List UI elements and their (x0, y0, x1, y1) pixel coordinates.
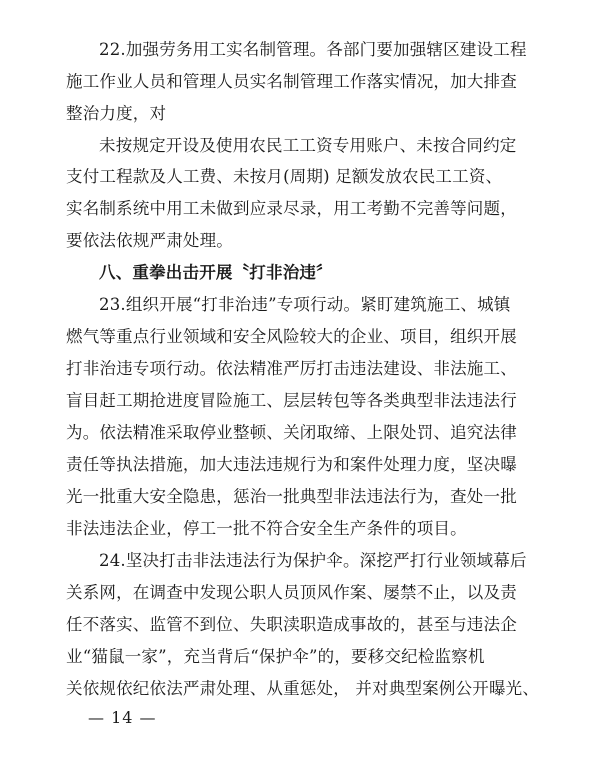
paragraph-24-line-2: 关系网，在调查中发现公职人员顶风作案、屡禁不止，以及责 (66, 583, 517, 602)
paragraph-23-line-1: 23.组织开展“打非治违”专项行动。紧盯建筑施工、城镇 (99, 295, 511, 314)
paragraph-23-line-7: 光一批重大安全隐患，惩治一批典型非法违法行为，查处一批 (66, 487, 517, 506)
paragraph-23-line-4: 盲目赶工期抢进度冒险施工、层层转包等各类典型非法违法行 (66, 391, 517, 410)
paragraph-24-line-3: 任不落实、监管不到位、失职渎职造成事故的，甚至与违法企 (66, 615, 517, 634)
paragraph-22b-line-4: 要依法依规严肃处理。 (66, 231, 233, 250)
paragraph-23-line-6: 责任等执法措施，加大违法违规行为和案件处理力度，坚决曝 (66, 455, 517, 474)
paragraph-22b-line-2: 支付工程款及人工费、未按月(周期) 足额发放农民工工资、 (66, 167, 503, 186)
paragraph-24-line-5: 关依规依纪依法严肃处理、从重惩处， 并对典型案例公开曝光、 (66, 679, 540, 698)
paragraph-22-line-1: 22.加强劳务用工实名制管理。各部门要加强辖区建设工程 (99, 40, 527, 59)
paragraph-23-line-5: 为。依法精准采取停业整顿、关闭取缔、上限处罚、追究法律 (66, 423, 517, 442)
paragraph-24-line-4: 业“猫鼠一家”，充当背后“保护伞”的，要移交纪检监察机 (66, 647, 485, 666)
paragraph-22-line-3: 整治力度，对 (66, 104, 167, 123)
paragraph-22-line-2: 施工作业人员和管理人员实名制管理工作落实情况，加大排查 (66, 72, 517, 91)
paragraph-22b-line-3: 实名制系统中用工未做到应录尽录，用工考勤不完善等问题， (66, 199, 517, 218)
section-heading: 八、重拳出击开展〝打非治违〞 (99, 263, 333, 282)
page-number: — 14 — (88, 708, 157, 727)
paragraph-23-line-8: 非法违法企业，停工一批不符合安全生产条件的项目。 (66, 519, 467, 538)
paragraph-23-line-3: 打非治违专项行动。依法精准严厉打击违法建设、非法施工、 (66, 359, 517, 378)
paragraph-23-line-2: 燃气等重点行业领域和安全风险较大的企业、项目，组织开展 (66, 327, 517, 346)
paragraph-22b-line-1: 未按规定开设及使用农民工工资专用账户、未按合同约定 (99, 136, 517, 155)
paragraph-24-line-1: 24.坚决打击非法违法行为保护伞。深挖严打行业领域幕后 (99, 551, 527, 570)
